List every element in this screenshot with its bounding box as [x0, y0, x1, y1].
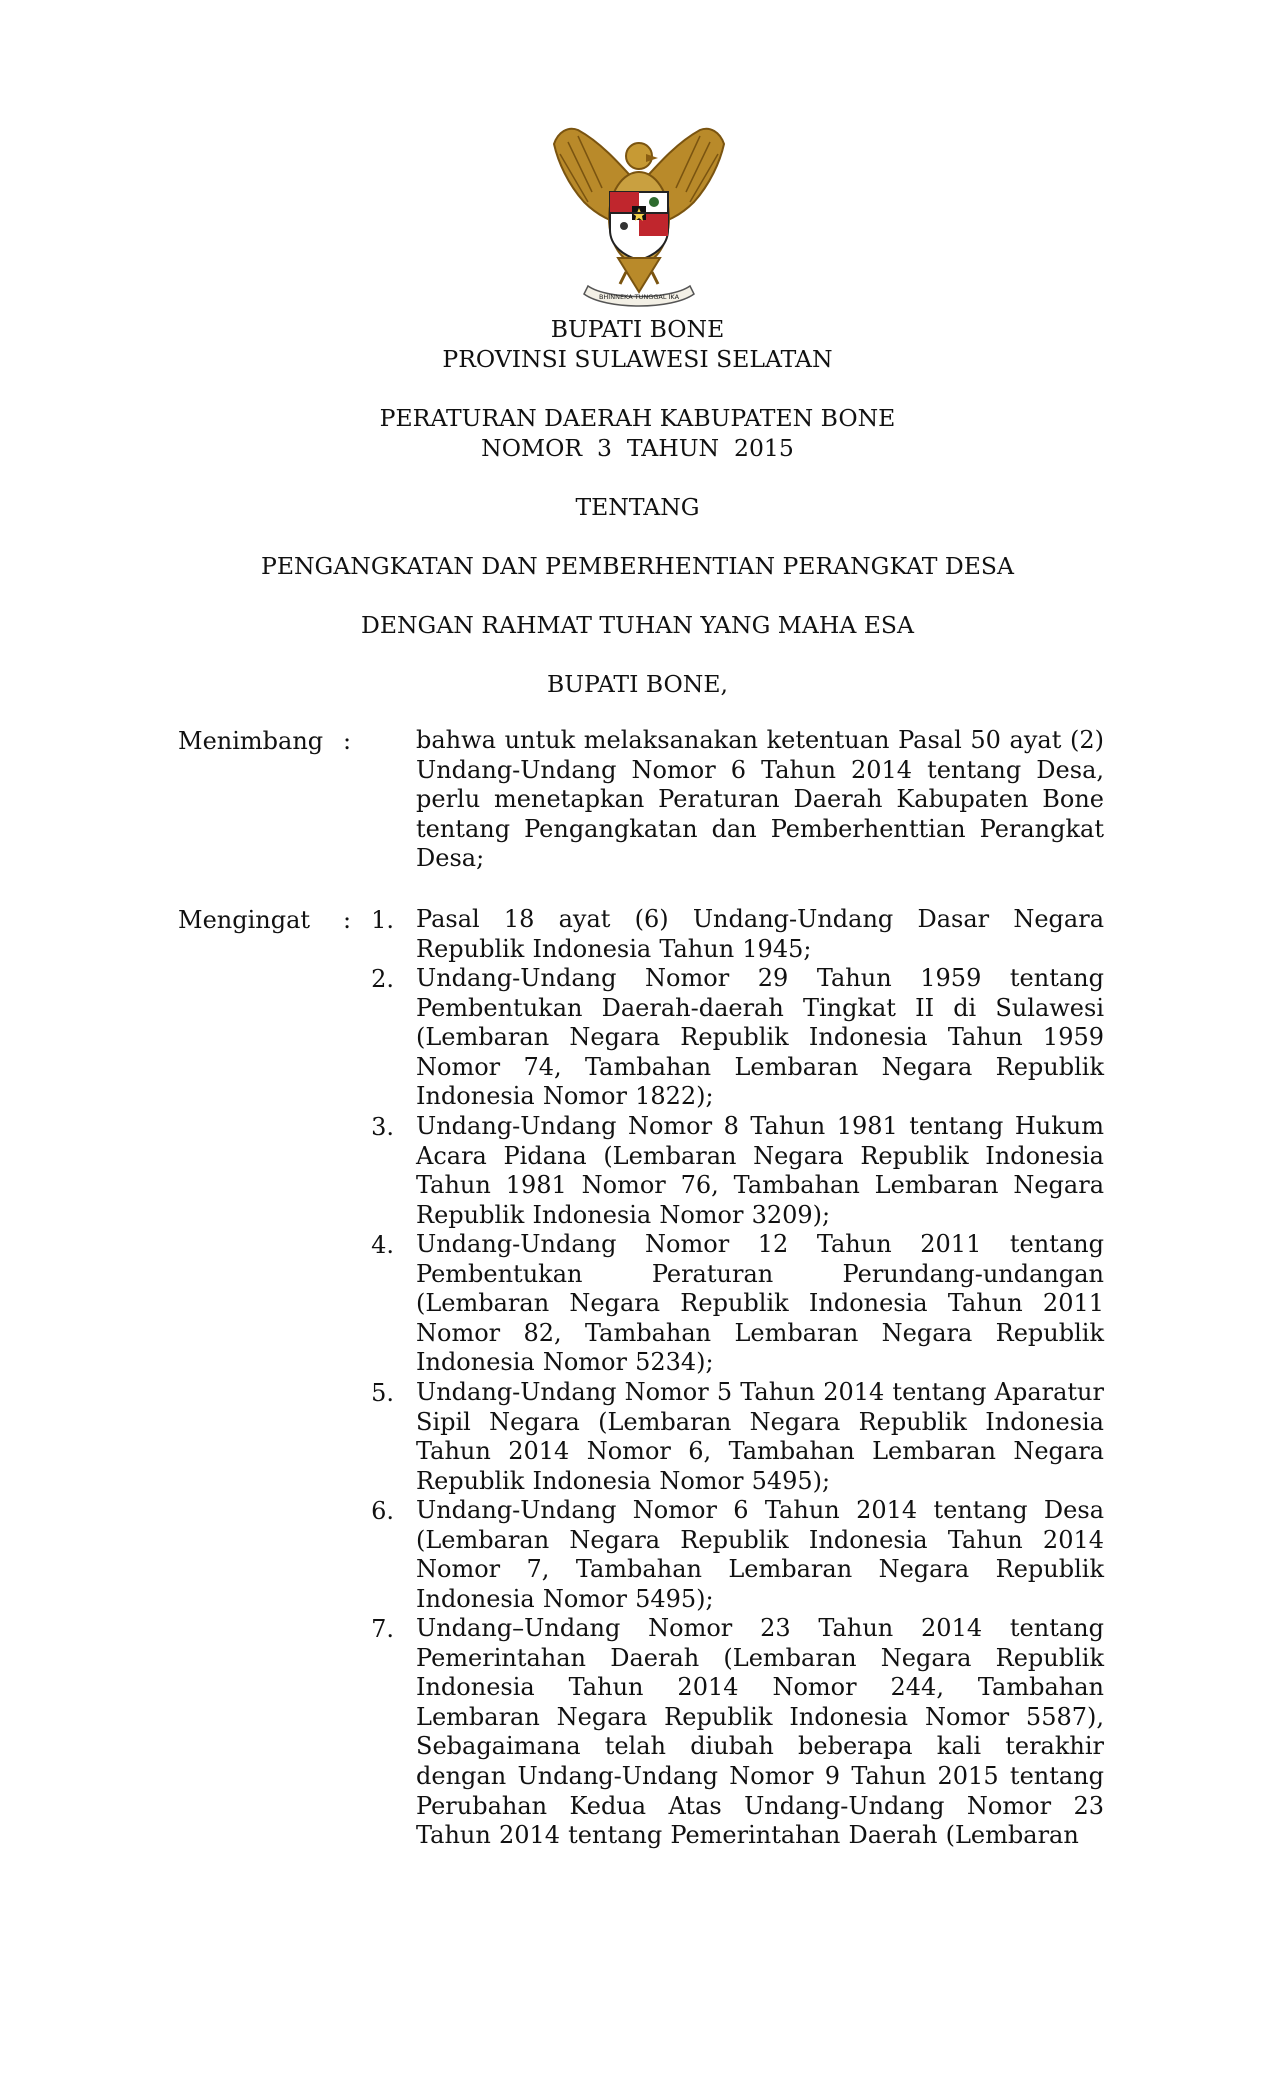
mengingat-item-number: 6. [371, 1497, 394, 1525]
mengingat-item-number: 1. [371, 906, 394, 934]
mengingat-item-number: 2. [371, 965, 394, 993]
mengingat-item-text: Undang-Undang Nomor 8 Tahun 1981 tentang Hukum Acara Pidana (Lembaran Negara Republik Indonesia Tahun 1981 Nomor 76, Tambahan Lembaran Negara Republik Indonesia Nomor 3209); [416, 1112, 1104, 1229]
mengingat-item-text: Pasal 18 ayat (6) Undang-Undang Dasar Negara Republik Indonesia Tahun 1945; [416, 905, 1104, 963]
menimbang-colon: : [343, 727, 352, 755]
regulation-number: NOMOR 3 TAHUN 2015 [481, 434, 794, 462]
mengingat-colon: : [343, 906, 352, 934]
mengingat-item-number: 5. [371, 1379, 394, 1407]
mengingat-item-number: 4. [371, 1231, 394, 1259]
mengingat-item-text: Undang-Undang Nomor 12 Tahun 2011 tentang Pembentukan Peraturan Perundang-undangan (Lembaran Negara Republik Indonesia Tahun 2011 Nomor 82, Tambahan Lembaran Negara Republik Indonesia Nomor 5234); [416, 1230, 1104, 1377]
regulation-subject: PENGANGKATAN DAN PEMBERHENTIAN PERANGKAT DESA [261, 552, 1014, 580]
regulation-title: PERATURAN DAERAH KABUPATEN BONE [379, 404, 896, 432]
menimbang-text: bahwa untuk melaksanakan ketentuan Pasal 50 ayat (2) Undang-Undang Nomor 6 Tahun 2014 tentang Desa, perlu menetapkan Peraturan Daerah Kabupaten Bone tentang Pengangkatan dan Pemberhenttian Perangkat Desa; [416, 726, 1104, 873]
mengingat-item-number: 3. [371, 1113, 394, 1141]
mengingat-item-text: Undang-Undang Nomor 5 Tahun 2014 tentang Aparatur Sipil Negara (Lembaran Negara Republik Indonesia Tahun 2014 Nomor 6, Tambahan Lembaran Negara Republik Indonesia Nomor 5495); [416, 1378, 1104, 1495]
mengingat-item-number: 7. [371, 1615, 394, 1643]
header-tentang: TENTANG [575, 493, 700, 521]
menimbang-label: Menimbang [178, 727, 324, 755]
mengingat-item-text: Undang-Undang Nomor 6 Tahun 2014 tentang Desa (Lembaran Negara Republik Indonesia Tahun 2014 Nomor 7, Tambahan Lembaran Negara Republik Indonesia Nomor 5495); [416, 1496, 1104, 1613]
header-regent-signatory: BUPATI BONE, [546, 670, 728, 698]
emblem-motto: BHINNEKA TUNGGAL IKA [598, 293, 680, 301]
garuda-emblem-icon [548, 122, 730, 310]
header-regent: BUPATI BONE [550, 315, 725, 343]
header-blessing: DENGAN RAHMAT TUHAN YANG MAHA ESA [360, 611, 915, 639]
mengingat-label: Mengingat [178, 906, 311, 934]
header-province: PROVINSI SULAWESI SELATAN [442, 345, 833, 373]
mengingat-item-text: Undang-Undang Nomor 29 Tahun 1959 tentang Pembentukan Daerah-daerah Tingkat II di Sulawesi (Lembaran Negara Republik Indonesia Tahun 1959 Nomor 74, Tambahan Lembaran Negara Republik Indonesia Nomor 1822); [416, 964, 1104, 1111]
mengingat-item-text: Undang–Undang Nomor 23 Tahun 2014 tentang Pemerintahan Daerah (Lembaran Negara Republik Indonesia Tahun 2014 Nomor 244, Tambahan Lembaran Negara Republik Indonesia Nomor 5587), Sebagaimana telah diubah beberapa kali terakhir dengan Undang-Undang Nomor 9 Tahun 2015 tentang Perubahan Kedua Atas Undang-Undang Nomor 23 Tahun 2014 tentang Pemerintahan Daerah (Lembaran [416, 1614, 1104, 1850]
